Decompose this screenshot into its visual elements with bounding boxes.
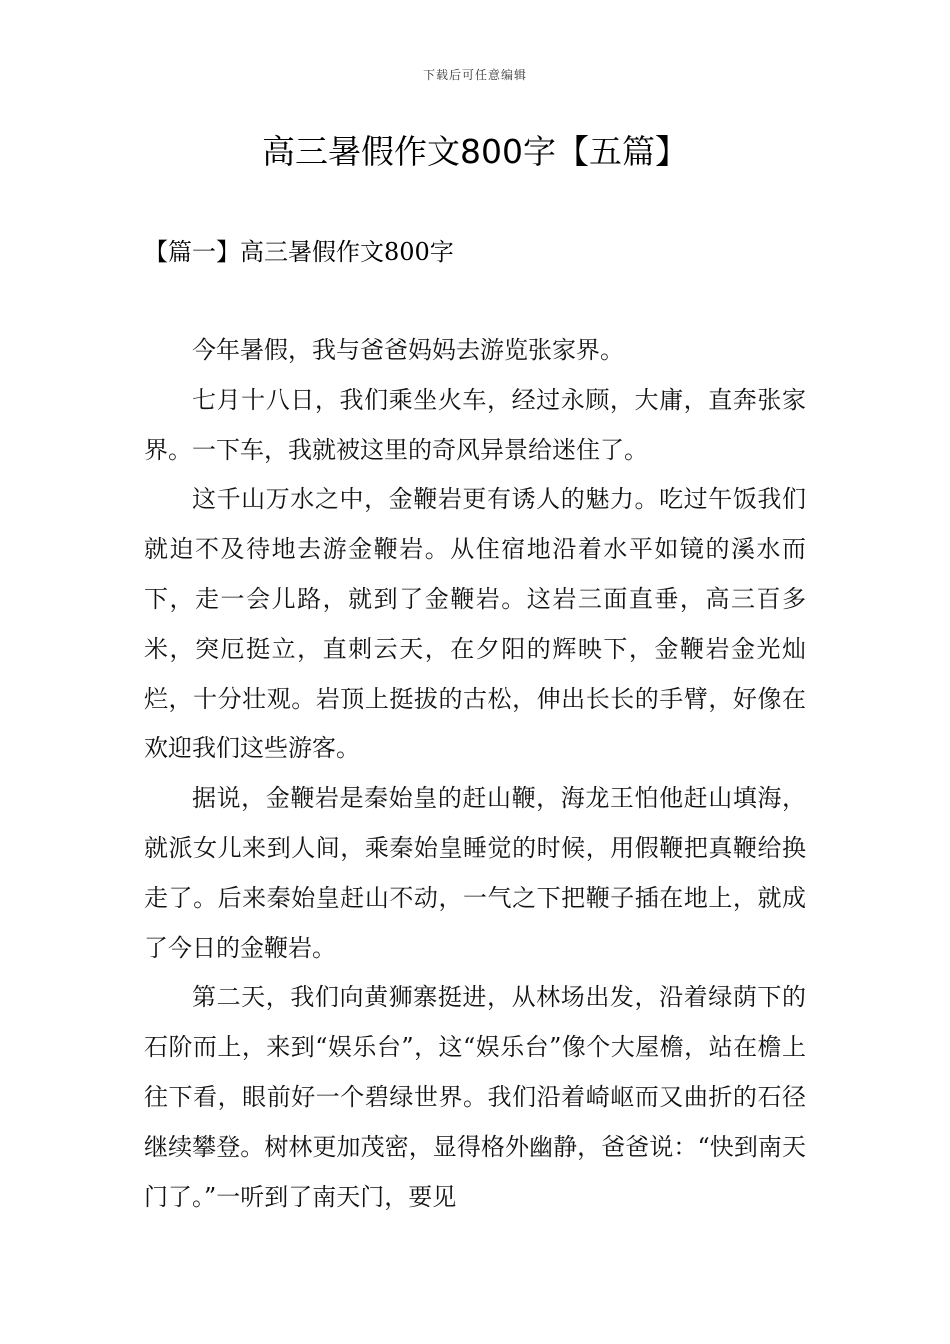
document-title: 高三暑假作文800字【五篇】 xyxy=(262,132,688,171)
section-heading: 【篇一】高三暑假作文800字 xyxy=(144,238,454,266)
header-note: 下载后可任意编辑 xyxy=(422,68,527,82)
paragraph: 据说，金鞭岩是秦始皇的赶山鞭，海龙王怕他赶山填海，就派女儿来到人间，乘秦始皇睡觉的时候，用假鞭把真鞭给换走了。后来秦始皇赶山不动，一气之下把鞭子插在地上，就成了今日的金鞭岩。 xyxy=(144,784,806,962)
paragraph: 今年暑假，我与爸爸妈妈去游览张家界。 xyxy=(192,336,624,364)
paragraph: 七月十八日，我们乘坐火车，经过永顾，大庸，直奔张家界。一下车，我就被这里的奇风异景给迷住了。 xyxy=(144,385,806,464)
paragraph: 这千山万水之中，金鞭岩更有诱人的魅力。吃过午饭我们就迫不及待地去游金鞭岩。从住宿地沿着水平如镜的溪水而下，走一会儿路，就到了金鞭岩。这岩三面直垂，高三百多米，突厄挺立，直刺云天，在夕阳的辉映下，金鞭岩金光灿烂，十分壮观。岩顶上挺拔的古松，伸出长长的手臂，好像在欢迎我们这些游客。 xyxy=(144,485,806,763)
essay-body xyxy=(144,326,806,1222)
paragraph: 第二天，我们向黄狮寨挺进，从林场出发，沿着绿荫下的石阶而上，来到“娱乐台”，这“娱乐台”像个大屋檐，站在檐上往下看，眼前好一个碧绿世界。我们沿着崎岖而又曲折的石径继续攀登。树林更加茂密，显得格外幽静，爸爸说：“快到南天门了。”一听到了南天门，要见 xyxy=(144,983,806,1211)
